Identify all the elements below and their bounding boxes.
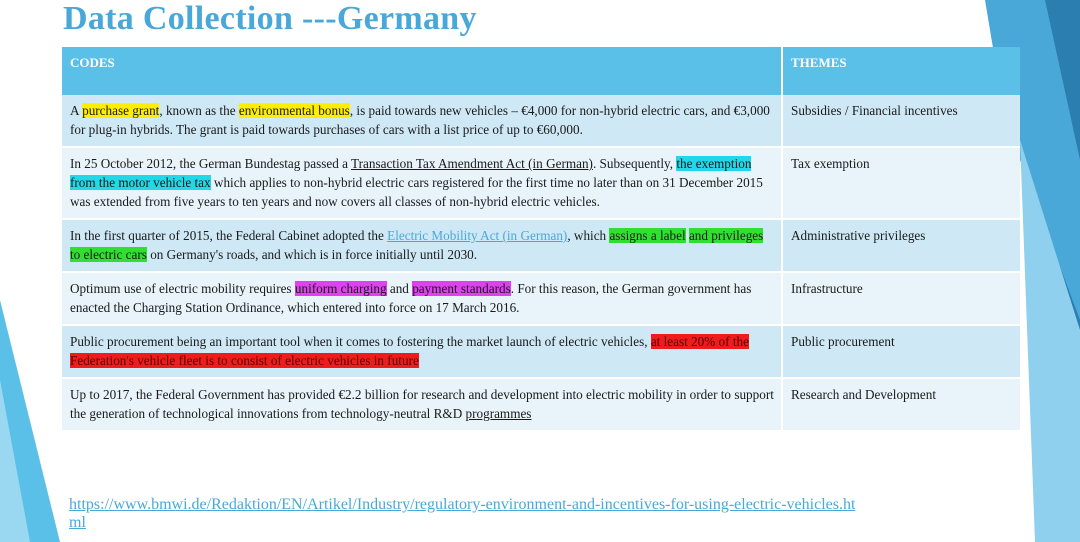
code-cell: Up to 2017, the Federal Government has provided €2.2 billion for research and development into electric mobility in order to support the generation of technological innovations from technology-neutral R&D programmes (62, 378, 782, 431)
electric-mobility-act-link[interactable]: Electric Mobility Act (in German) (387, 228, 568, 243)
code-cell: In 25 October 2012, the German Bundestag passed a Transaction Tax Amendment Act (in German). Subsequently, the exemption from the motor vehicle tax which applies to non-hybrid electric cars registered for the first time no later than on 31 December 2015 was extended from five years to ten years and now covers all classes of non-hybrid electric vehicles. (62, 147, 782, 219)
table-row (62, 147, 1020, 219)
theme-cell: Administrative privileges (782, 219, 1020, 272)
table-row (62, 219, 1020, 272)
theme-cell: Public procurement (782, 325, 1020, 378)
table-header-row (62, 47, 1020, 95)
transaction-tax-act-link[interactable]: Transaction Tax Amendment Act (in German) (351, 156, 593, 171)
source-url-link[interactable]: https://www.bmwi.de/Redaktion/EN/Artikel/Industry/regulatory-environment-and-incentives-for-using-electric-vehicles.html (69, 496, 856, 531)
highlight-environmental-bonus: environmental bonus (238, 103, 350, 118)
highlight-privileges: and privileges to electric cars (70, 228, 764, 262)
highlight-uniform-charging: uniform charging (294, 281, 387, 296)
highlight-purchase-grant: purchase grant (82, 103, 160, 118)
table-row (62, 378, 1020, 431)
highlight-assigns-label: assigns a label (609, 228, 686, 243)
highlight-fleet-target: at least 20% of the Federation's vehicle fleet is to consist of electric vehicles in future (70, 334, 749, 368)
header-codes: CODES (62, 47, 782, 95)
code-cell: In the first quarter of 2015, the Federal Cabinet adopted the Electric Mobility Act (in German), which assigns a label and privileges to electric cars on Germany's roads, and which is in force initially until 2030. (62, 219, 782, 272)
theme-cell: Tax exemption (782, 147, 1020, 219)
theme-cell: Subsidies / Financial incentives (782, 95, 1020, 147)
theme-cell: Research and Development (782, 378, 1020, 431)
code-cell: Public procurement being an important tool when it comes to fostering the market launch of electric vehicles, at least 20% of the Federation's vehicle fleet is to consist of electric vehicles in future (62, 325, 782, 378)
table-row (62, 95, 1020, 147)
slide-title: Data Collection ---Germany (63, 0, 477, 37)
codes-themes-table (62, 47, 1020, 432)
theme-cell: Infrastructure (782, 272, 1020, 325)
table-row (62, 325, 1020, 378)
code-cell: A purchase grant, known as the environmental bonus, is paid towards new vehicles – €4,000 for non-hybrid electric cars, and €3,000 for plug-in hybrids. The grant is paid towards purchases of cars with a list price of up to €60,000. (62, 95, 782, 147)
table-row (62, 272, 1020, 325)
highlight-tax-exemption: the exemption from the motor vehicle tax (70, 156, 752, 190)
highlight-payment-standards: payment standards (412, 281, 511, 296)
code-cell: Optimum use of electric mobility requires uniform charging and payment standards. For this reason, the German government has enacted the Charging Station Ordinance, which entered into force on 17 March 2016. (62, 272, 782, 325)
programmes-underlined: programmes (465, 406, 532, 421)
header-themes: THEMES (782, 47, 1020, 95)
